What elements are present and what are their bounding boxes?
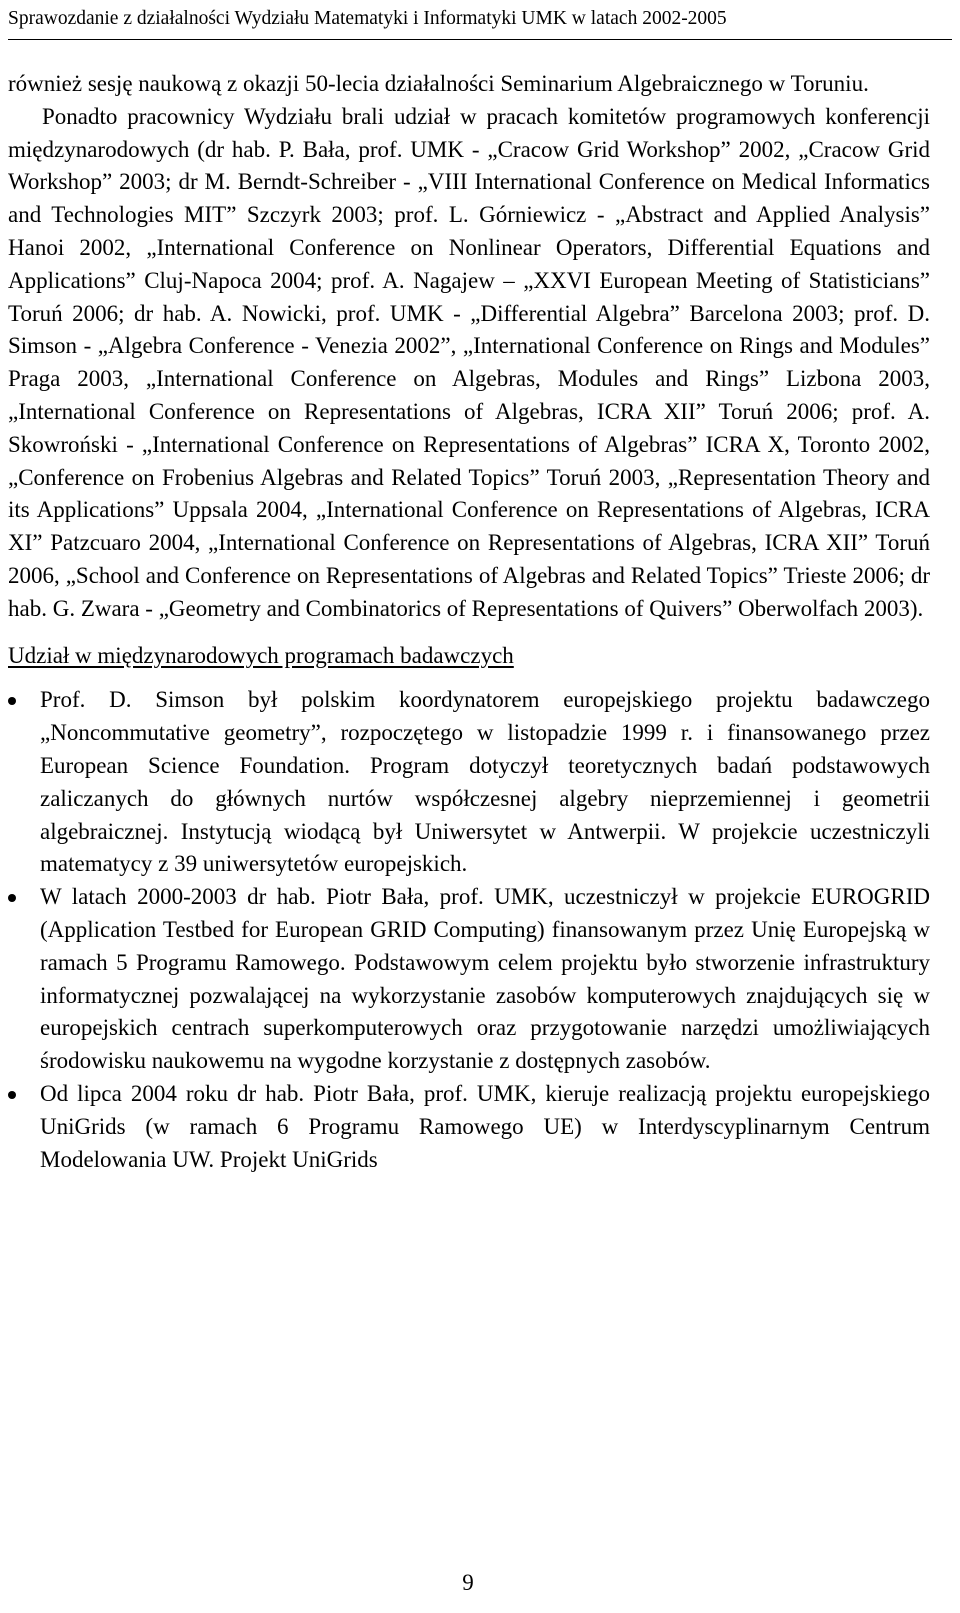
bullet-icon bbox=[8, 697, 16, 705]
list-item-text: Od lipca 2004 roku dr hab. Piotr Bała, prof. UMK, kieruje realizacją projektu europejskiego UniGrids (w ramach 6 Programu Ramowego UE) w Interdyscyplinarnym Centrum Modelowania UW. Projekt UniGrids bbox=[40, 1080, 930, 1172]
paragraph-continuation: również sesję naukową z okazji 50-lecia działalności Seminarium Algebraicznego w Toruniu. bbox=[8, 71, 869, 96]
page-number: 9 bbox=[462, 1570, 474, 1595]
paragraph-program-committees: Ponadto pracownicy Wydziału brali udział w pracach komitetów programowych konferencji międzynarodowych (dr hab. P. Bała, prof. UMK - „Cracow Grid Workshop” 2002, „Cracow Grid Workshop” 2003; dr M. Berndt-Schreiber - „VIII International Conference on Medical Informatics and Technologies MIT” Szczyrk 2003; prof. L. Górniewicz - „Abstract and Applied Analysis” Hanoi 2002, „International Conference on Nonlinear Operators, Differential Equations and Applications” Cluj-Napoca 2004; prof. A. Nagajew – „XXVI European Meeting of Statisticians” Toruń 2006; dr hab. A. Nowicki, prof. UMK - „Differential Algebra” Barcelona 2003; prof. D. Simson - „Algebra Conference - Venezia 2002”, „International Conference on Rings and Modules” Praga 2003, „International Conference on Algebras, Modules and Rings” Lizbona 2003, „International Conference on Representations of Algebras, ICRA XII” Toruń 2006; prof. A. Skowroński - „International Conference on Representations of Algebras” ICRA X, Toronto 2002, „Conference on Frobenius Algebras and Related Topics” Toruń 2003, „Representation Theory and its Applications” Uppsala 2004, „International Conference on Representations of Algebras, ICRA XI” Patzcuaro 2004, „International Conference on Representations of Algebras, ICRA XII” Toruń 2006, „School and Conference on Representations of Algebras and Related Topics” Trieste 2006; dr hab. G. Zwara - „Geometry and Combinatorics of Representations of Quivers” Oberwolfach 2003). bbox=[8, 103, 930, 621]
bullet-icon bbox=[8, 894, 16, 902]
bullet-icon bbox=[8, 1091, 16, 1099]
list-item bbox=[8, 684, 930, 881]
running-header: Sprawozdanie z działalności Wydziału Matematyki i Informatyki UMK w latach 2002-2005 bbox=[8, 8, 727, 29]
bullet-list bbox=[8, 684, 930, 1176]
document-body bbox=[8, 68, 930, 1176]
header-divider bbox=[8, 39, 952, 40]
list-item-text: Prof. D. Simson był polskim koordynatorem europejskiego projektu badawczego „Noncommutative geometry”, rozpoczętego w listopadzie 1999 r. i finansowanego przez European Science Foundation. Program dotyczył teoretycznych badań podstawowych zaliczanych do głównych nurtów współczesnej algebry nieprzemiennej i geometrii algebraicznej. Instytucją wiodącą był Uniwersytet w Antwerpii. W projekcie uczestniczyli matematycy z 39 uniwersytetów europejskich. bbox=[40, 687, 930, 877]
list-item bbox=[8, 881, 930, 1078]
section-heading: Udział w międzynarodowych programach badawczych bbox=[8, 642, 514, 668]
list-item bbox=[8, 1078, 930, 1176]
list-item-text: W latach 2000-2003 dr hab. Piotr Bała, prof. UMK, uczestniczył w projekcie EUROGRID (Application Testbed for European GRID Computing) finansowanym przez Unię Europejską w ramach 5 Programu Ramowego. Podstawowym celem projektu było stworzenie infrastruktury informatycznej pozwalającej na wykorzystanie zasobów komputerowych znajdujących się w europejskich centrach superkomputerowych oraz przygotowanie narzędzi umożliwiających środowisku naukowemu na wygodne korzystanie z dostępnych zasobów. bbox=[40, 884, 930, 1074]
